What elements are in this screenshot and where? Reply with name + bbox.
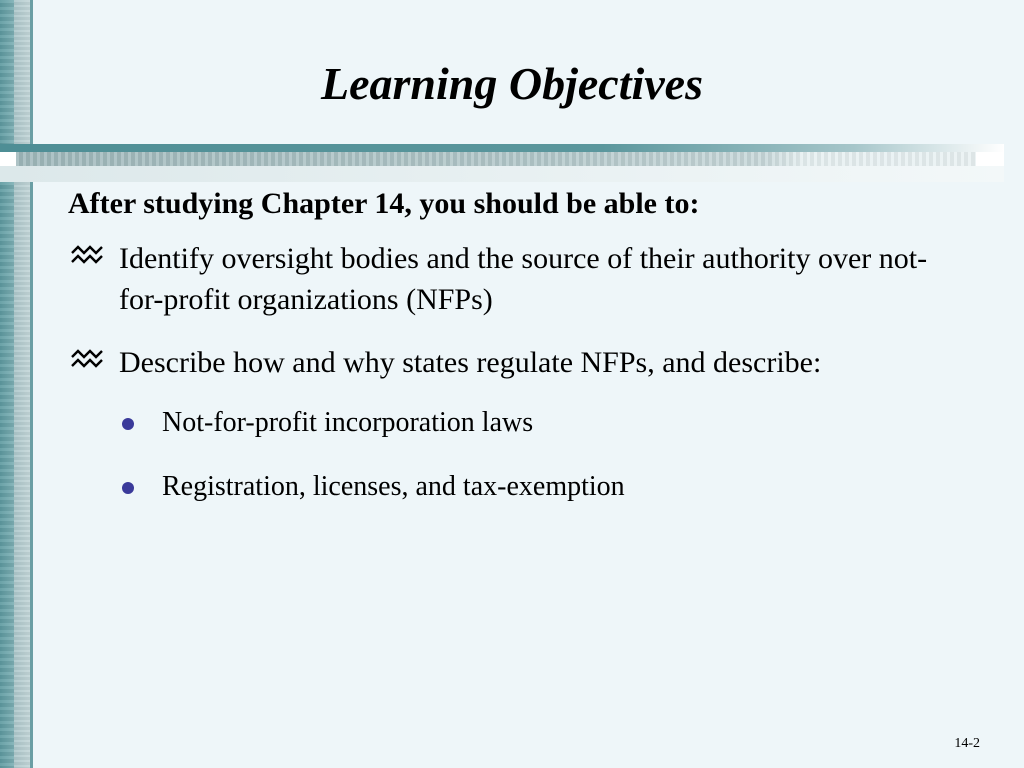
title-divider-lower-band xyxy=(0,166,1004,182)
objective-item xyxy=(68,238,968,320)
left-teal-band xyxy=(0,0,14,768)
title-divider-textured-band xyxy=(16,152,976,166)
slide-title: Learning Objectives xyxy=(321,58,703,109)
objective-item xyxy=(68,342,968,383)
aquarius-wave-icon xyxy=(70,346,104,370)
sub-item xyxy=(68,405,968,441)
aquarius-wave-icon xyxy=(70,242,104,266)
title-divider-teal-line xyxy=(0,144,1004,152)
objective-text: Describe how and why states regulate NFPs, and describe: xyxy=(119,346,822,379)
left-stripe-edge xyxy=(30,0,33,768)
sub-item-text: Not-for-profit incorporation laws xyxy=(162,407,534,438)
sub-item xyxy=(68,469,968,505)
sub-item-text: Registration, licenses, and tax-exemption xyxy=(162,471,625,502)
dot-icon xyxy=(122,482,134,494)
slide-content xyxy=(68,184,968,533)
intro-text: After studying Chapter 14, you should be able to: xyxy=(68,187,700,220)
objective-text: Identify oversight bodies and the source of their authority over not-for-profit organizations (NFPs) xyxy=(119,242,928,316)
dot-icon xyxy=(122,418,134,430)
page-number: 14-2 xyxy=(954,736,980,751)
